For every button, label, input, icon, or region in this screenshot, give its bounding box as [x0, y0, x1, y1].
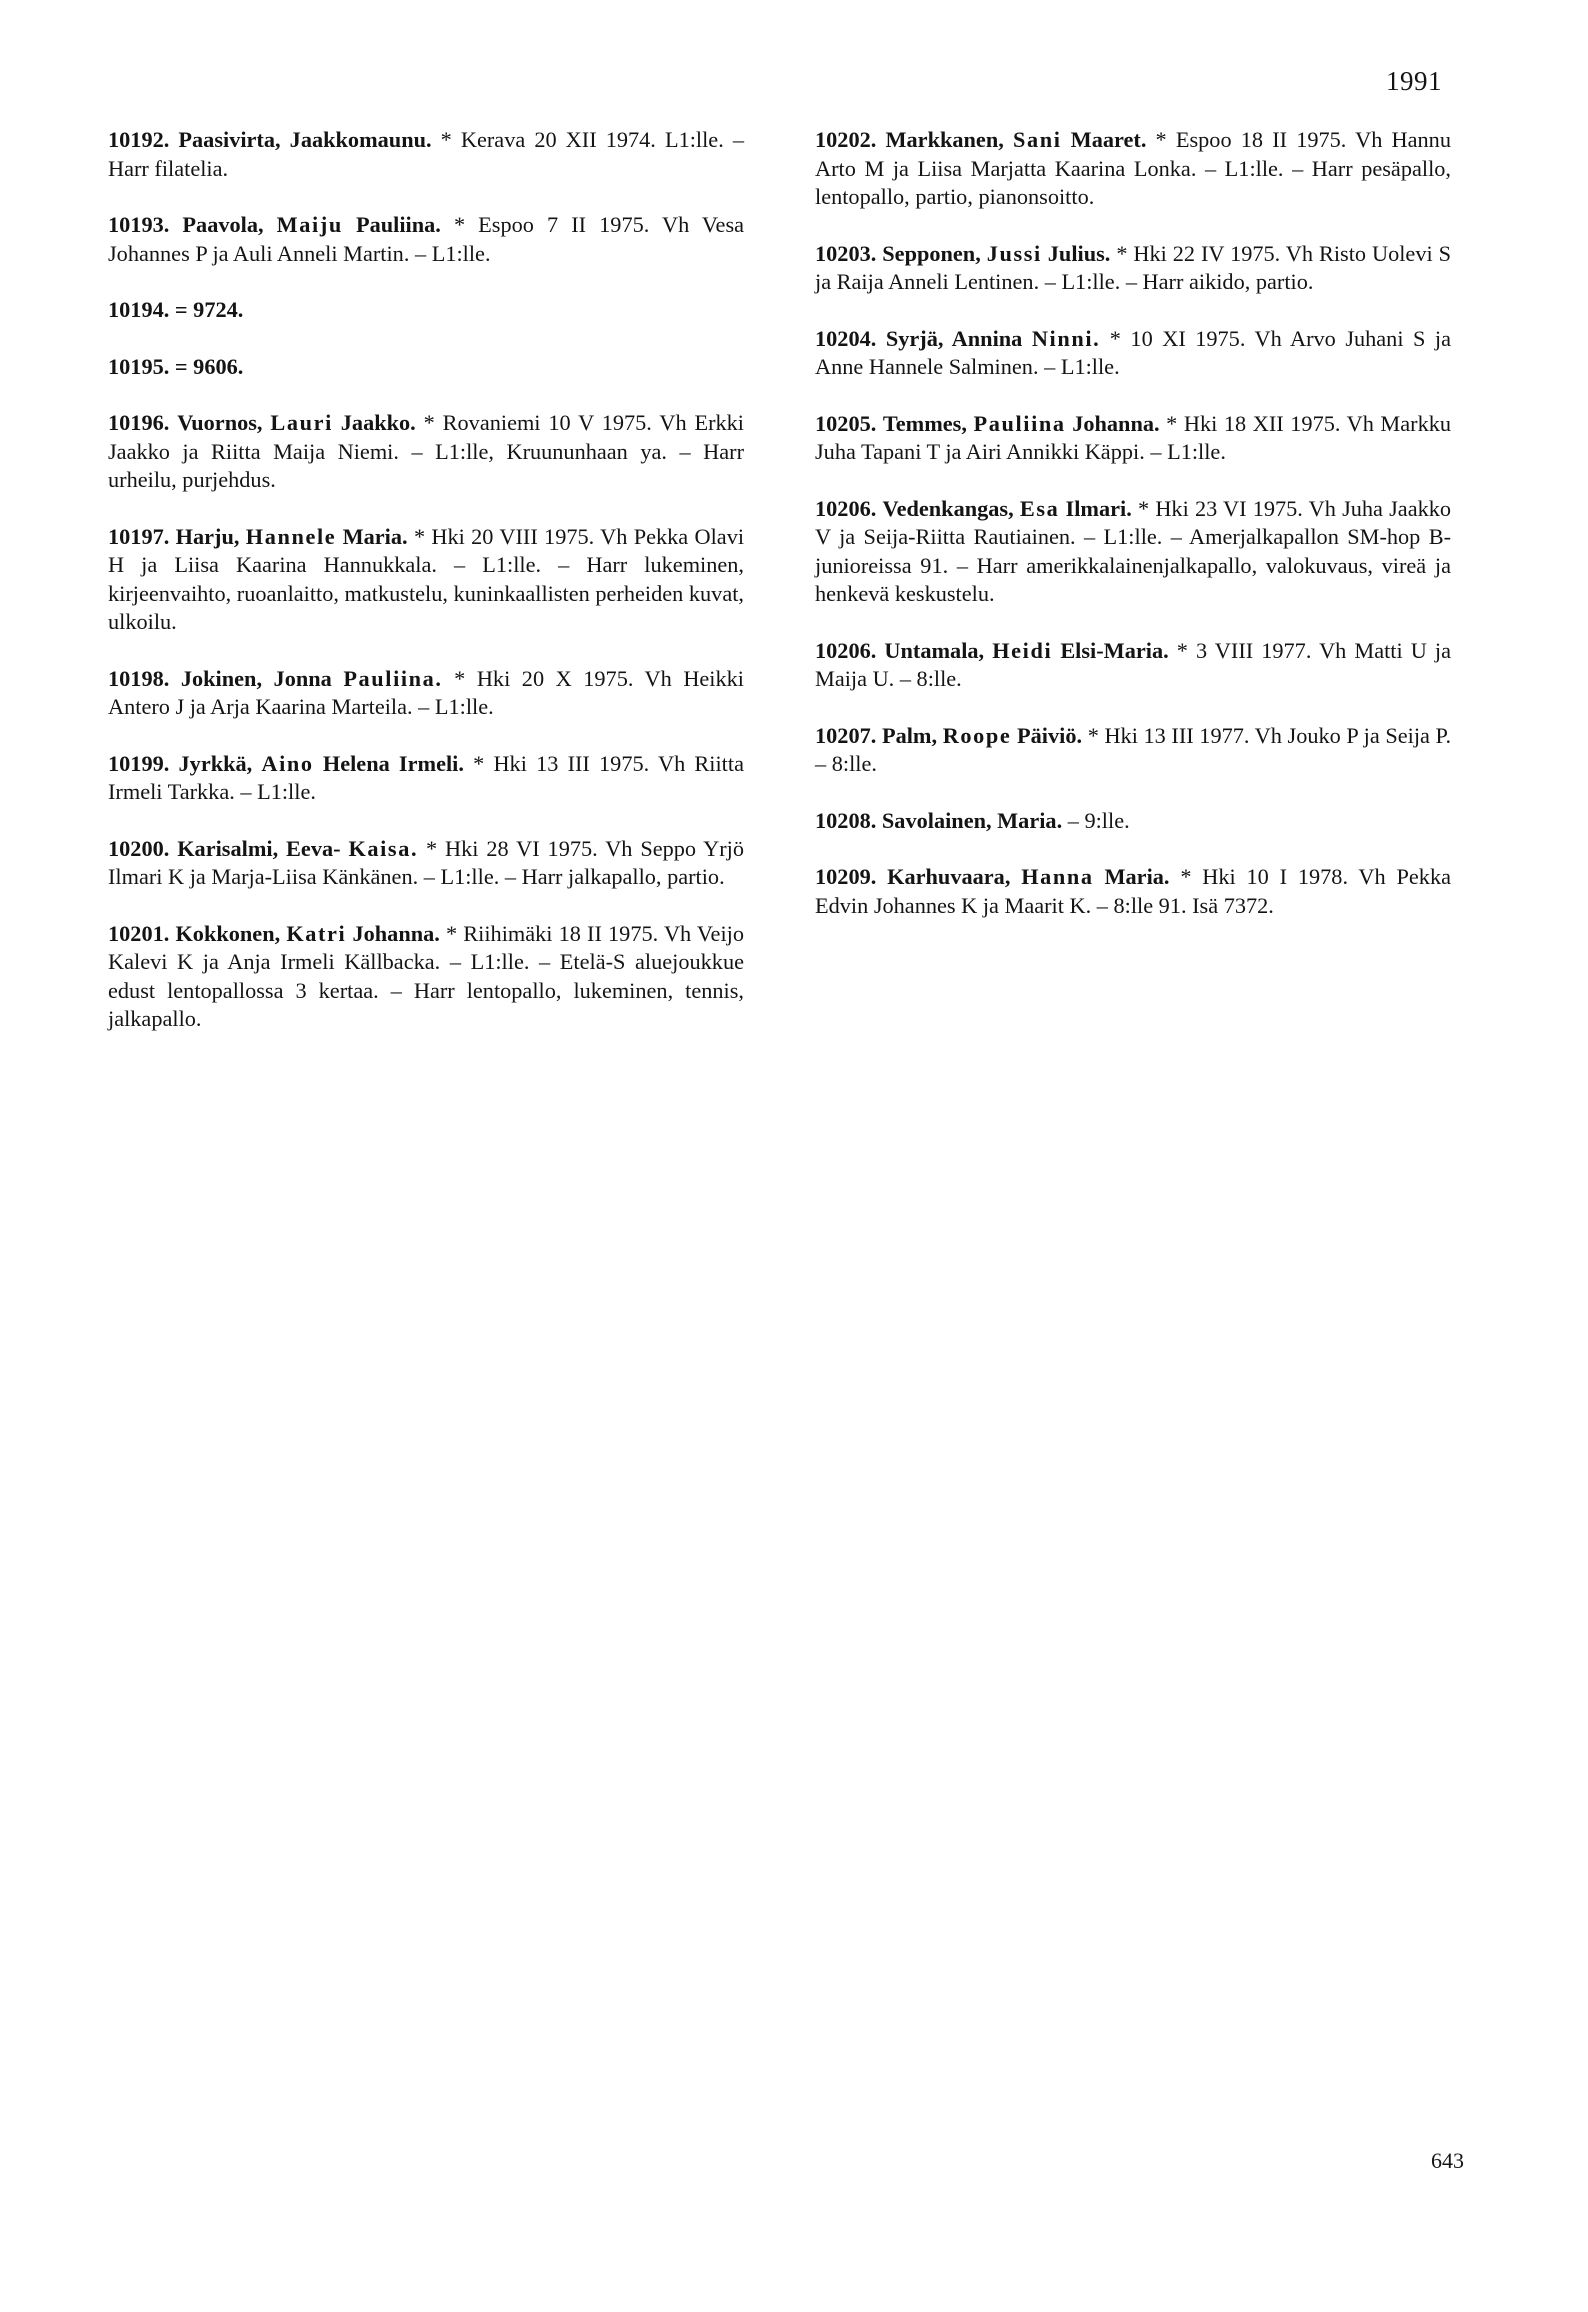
entry-number: 10201. — [108, 920, 170, 946]
entry-number: 10208. — [815, 807, 877, 833]
entry-number: 10197. — [108, 523, 170, 549]
entry-details: * Hki 22 IV 1975. Vh Risto Uolevi S ja Raija Anneli Lentinen. – L1:lle. – Harr aikido, partio. — [815, 240, 1451, 294]
entry-number: 10200. — [108, 835, 170, 861]
register-entry — [815, 126, 1451, 212]
entry-details: * Hki 13 III 1975. Vh Riitta Irmeli Tarkka. – L1:lle. — [108, 750, 744, 804]
right-column — [815, 126, 1451, 948]
entry-details: * 3 VIII 1977. Vh Matti U ja Maija U. – 8:lle. — [815, 637, 1452, 691]
entry-number: 10198. — [108, 665, 170, 691]
entry-given-names: Maria. — [1104, 864, 1170, 889]
register-entry — [815, 722, 1451, 779]
register-entry — [815, 863, 1451, 920]
entry-surname: Temmes, — [882, 410, 967, 436]
entry-surname: Sepponen, — [882, 240, 981, 266]
entry-given-names: Pauliina. — [355, 212, 441, 237]
entry-calling-name: Maiju — [276, 212, 343, 237]
entry-number: 10194. — [108, 297, 170, 322]
entry-given-names: Maaret. — [1070, 127, 1147, 152]
register-entry — [108, 211, 744, 268]
entry-number: 10193. — [108, 212, 170, 237]
entry-given-names: Jaakko. — [340, 410, 416, 435]
entry-surname: Untamala, — [884, 637, 985, 663]
entry-surname: Paavola, — [182, 212, 264, 237]
entry-surname: Jyrkkä, — [178, 750, 253, 776]
entry-details: * Hki 20 X 1975. Vh Heikki Antero J ja Arja Kaarina Marteila. – L1:lle. — [108, 665, 744, 719]
entry-given-names: Jaakkomaunu. — [289, 127, 432, 152]
entry-given-names: Johanna. — [1072, 410, 1160, 436]
register-entry — [108, 665, 744, 722]
entry-number: 10209. — [815, 864, 877, 889]
entry-given-names: Maria. — [342, 523, 408, 549]
entry-number: 10205. — [815, 410, 877, 436]
entry-details: * Kerava 20 XII 1974. L1:lle. – Harr filatelia. — [108, 127, 744, 181]
entry-surname: Vedenkangas, — [882, 495, 1014, 521]
register-entry — [108, 750, 744, 807]
entry-calling-name: Kaisa. — [348, 835, 419, 861]
register-entry — [815, 807, 1451, 836]
entry-surname: Harju, — [175, 523, 240, 549]
entry-calling-name: Heidi — [992, 637, 1053, 663]
register-entry — [815, 240, 1451, 297]
entry-surname: = 9724. — [174, 297, 244, 322]
register-entry — [108, 920, 744, 1034]
register-entry — [108, 523, 744, 637]
entry-details: * Hki 28 VI 1975. Vh Seppo Yrjö Ilmari K ja Marja-Liisa Känkänen. – L1:lle. – Harr jalkapallo, partio. — [108, 835, 745, 889]
entry-surname: Jokinen, Jonna — [180, 665, 332, 691]
entry-surname: Kokkonen, — [175, 920, 281, 946]
left-column — [108, 126, 744, 1062]
entry-surname: = 9606. — [174, 353, 244, 379]
entry-number: 10203. — [815, 240, 877, 266]
entry-given-names: Johanna. — [352, 920, 440, 946]
entry-given-names: Julius. — [1047, 240, 1111, 266]
entry-number: 10206. — [815, 637, 877, 663]
entry-details: * Hki 23 VI 1975. Vh Juha Jaakko V ja Seija-Riitta Rautiainen. – L1:lle. – Amerjalkapallon SM-hop B-junioreissa 91. – Harr amerikkalainenjalkapallo, valokuvaus, vireä ja henkevä keskustelu. — [815, 495, 1452, 606]
entry-number: 10207. — [815, 722, 877, 748]
entry-calling-name: Pauliina. — [343, 665, 443, 691]
entry-calling-name: Hannele — [245, 523, 337, 549]
page-year: 1991 — [1386, 66, 1442, 96]
entry-calling-name: Hanna — [1021, 864, 1094, 889]
register-entry — [815, 410, 1451, 467]
entry-calling-name: Jussi — [986, 240, 1042, 266]
entry-calling-name: Sani — [1012, 127, 1062, 152]
entry-surname: Savolainen, Maria. — [881, 807, 1063, 833]
entry-details: * Hki 18 XII 1975. Vh Markku Juha Tapani T ja Airi Annikki Käppi. – L1:lle. — [815, 410, 1452, 464]
entry-calling-name: Lauri — [270, 410, 333, 435]
entry-given-names: Ilmari. — [1065, 495, 1132, 521]
entry-details: * Espoo 18 II 1975. Vh Hannu Arto M ja Liisa Marjatta Kaarina Lonka. – L1:lle. – Harr pesäpallo, lentopallo, partio, pianonsoitto. — [815, 127, 1451, 209]
entry-surname: Karhuvaara, — [887, 864, 1011, 889]
entry-details: – 9:lle. — [1067, 807, 1130, 833]
register-entry — [815, 325, 1451, 382]
entry-number: 10204. — [815, 325, 877, 351]
entry-calling-name: Aino — [261, 750, 314, 776]
entry-details: * 10 XI 1975. Vh Arvo Juhani S ja Anne Hannele Salminen. – L1:lle. — [815, 325, 1452, 379]
entry-number: 10202. — [815, 127, 877, 152]
entry-calling-name: Katri — [286, 920, 347, 946]
entry-number: 10192. — [108, 127, 170, 152]
entry-given-names: Päiviö. — [1017, 722, 1083, 748]
entry-given-names: Elsi-Maria. — [1060, 637, 1169, 663]
entry-surname: Karisalmi, Eeva- — [177, 835, 341, 861]
register-entry — [108, 835, 744, 892]
register-entry — [815, 495, 1451, 609]
entry-details: * Hki 13 III 1977. Vh Jouko P ja Seija P. – 8:lle. — [815, 722, 1452, 776]
register-entry — [108, 353, 744, 382]
entry-surname: Syrjä, Annina — [885, 325, 1023, 351]
entry-surname: Palm, — [881, 722, 938, 748]
entry-calling-name: Ninni. — [1031, 325, 1101, 351]
entry-details: * Riihimäki 18 II 1975. Vh Veijo Kalevi K ja Anja Irmeli Källbacka. – L1:lle. – Etelä-S aluejoukkue edust lentopallossa 3 kertaa. – Harr lentopallo, lukeminen, tennis, jalkapallo. — [108, 920, 744, 1031]
entry-surname: Paasivirta, — [178, 127, 281, 152]
register-entry — [108, 409, 744, 495]
register-entry — [815, 637, 1451, 694]
entry-details: * Hki 20 VIII 1975. Vh Pekka Olavi H ja Liisa Kaarina Hannukkala. – L1:lle. – Harr lukeminen, kirjeenvaihto, ruoanlaitto, matkustelu, kuninkaallisten perheiden kuvat, ulkoilu. — [108, 523, 745, 634]
entry-details: * Hki 10 I 1978. Vh Pekka Edvin Johannes K ja Maarit K. – 8:lle 91. Isä 7372. — [815, 864, 1451, 918]
entry-details: * Espoo 7 II 1975. Vh Vesa Johannes P ja Auli Anneli Martin. – L1:lle. — [108, 212, 745, 266]
entry-surname: Markkanen, — [885, 127, 1004, 152]
entry-number: 10206. — [815, 495, 877, 521]
entry-calling-name: Pauliina — [973, 410, 1066, 436]
entry-surname: Vuornos, — [177, 410, 263, 435]
entry-given-names: Helena Irmeli. — [322, 750, 464, 776]
entry-calling-name: Roope — [942, 722, 1012, 748]
entry-number: 10199. — [108, 750, 170, 776]
register-entry — [108, 126, 744, 183]
entry-number: 10195. — [108, 353, 170, 379]
page-number: 643 — [1431, 2148, 1464, 2173]
register-entry — [108, 296, 744, 325]
entry-number: 10196. — [108, 410, 170, 435]
entry-details: * Rovaniemi 10 V 1975. Vh Erkki Jaakko ja Riitta Maija Niemi. – L1:lle, Kruununhaan ya. – Harr urheilu, purjehdus. — [108, 410, 744, 492]
entry-calling-name: Esa — [1019, 495, 1060, 521]
